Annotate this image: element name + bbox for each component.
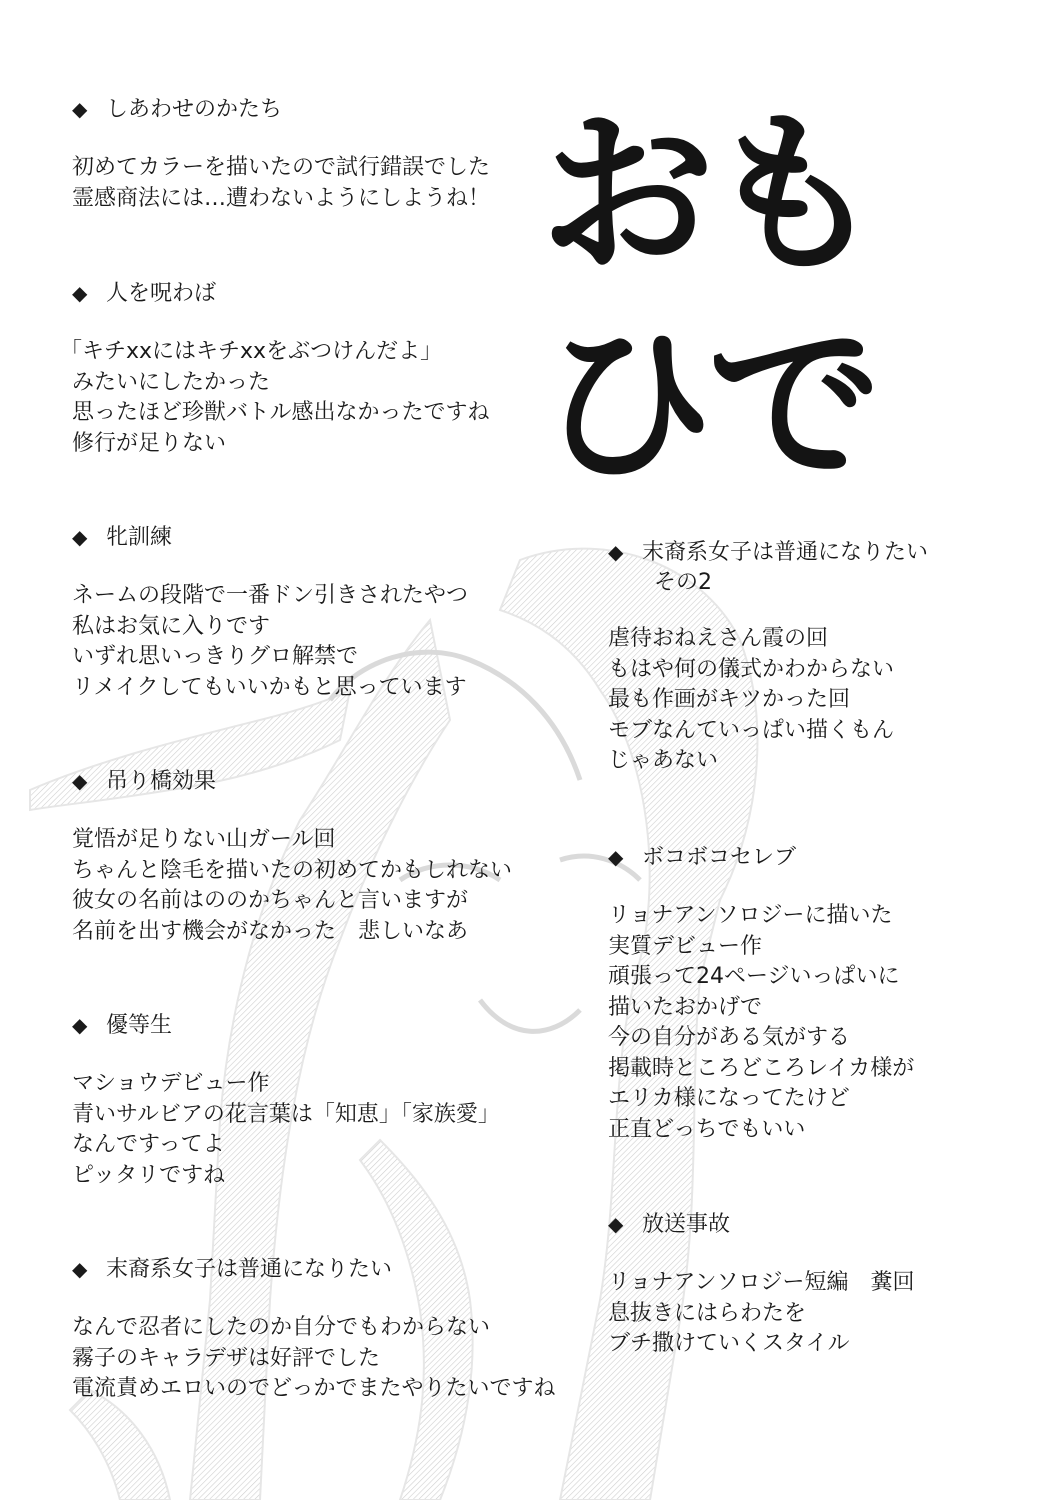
body-line: リョナアンソロジー短編 糞回 [608,1270,915,1295]
body-line: ピッタリですね [72,1162,226,1188]
body-line: なんですってよ [72,1132,225,1157]
body-line: マショウデビュー作 [72,1071,270,1096]
body-line: 彼女の名前はののかちゃんと言いますが [72,888,469,913]
section-heading: ◆ 末裔系女子は普通になりたい その2 [608,537,928,598]
section-heading: ◆ 放送事故 [608,1209,914,1240]
section-heading: ◆ 末裔系女子は普通になりたい [72,1254,556,1285]
section-heading: ◆ 人を呪わば [72,278,490,309]
body-line: 思ったほど珍獣バトル感出なかったですね [72,400,490,425]
diamond-bullet-icon: ◆ [72,1257,88,1281]
body-line: 霊感商法には…遭わないようにしようね！ [72,185,491,211]
section-shiawase [72,94,490,214]
section-heading: ◆ 優等生 [72,1010,500,1041]
diamond-bullet-icon: ◆ [72,1013,88,1037]
body-line: 掲載時ところどころレイカ様が [608,1055,915,1081]
body-line: ネームの段階で一番ドン引きされたやつ [72,583,469,608]
body-line: 虐待おねえさん霞の回 [608,626,829,651]
body-line: 最も作画がキツかった回 [608,687,851,712]
diamond-bullet-icon: ◆ [608,845,624,869]
body-line: リメイクしてもいいかもと思っています [72,674,467,700]
section-hito-wo-norowaba [60,278,490,459]
body-line: 初めてカラーを描いたので試行錯誤でした [72,155,491,180]
body-line: 青いサルビアの花言葉は「知恵」「家族愛」 [72,1101,500,1127]
body-line: 名前を出す機会がなかった 悲しいなあ [72,918,469,944]
body-line: なんで忍者にしたのか自分でもわからない [72,1315,491,1340]
diamond-bullet-icon: ◆ [72,525,88,549]
diamond-bullet-icon: ◆ [72,281,88,305]
body-line: リョナアンソロジーに描いた [608,903,893,928]
section-heading: ◆ 吊り橋効果 [72,766,512,797]
body-line: 霧子のキャラデザは好評でした [72,1345,381,1371]
title-text [540,94,927,500]
section-matsuei-1 [72,1254,556,1405]
body-line: 実質デビュー作 [608,933,763,959]
body-line: 電流責めエロいのでどっかでまたやりたいですね [72,1376,556,1401]
body-line: じゃあない [608,748,719,773]
section-heading: ◆ 牝訓練 [72,522,468,553]
diamond-bullet-icon: ◆ [72,97,88,121]
body-line: 正直どっちでもいい [608,1116,806,1142]
diamond-bullet-icon: ◆ [608,1212,624,1236]
section-heading: ◆ ボコボコセレブ [608,842,914,873]
body-line: 今の自分がある気がする [608,1025,851,1050]
body-line: いずれ思いっきりグロ解禁で [72,644,359,669]
title-line-2: ひで [540,304,874,500]
section-heading-continuation: その2 [654,570,712,595]
diamond-bullet-icon: ◆ [72,769,88,793]
body-line: ブチ撒けていくスタイル [608,1331,850,1356]
section-bokoboko [608,842,914,1145]
body-line: モブなんていっぱい描くもん [608,717,895,743]
body-line: 息抜きにはらわたを [608,1300,807,1326]
body-line: 描いたおかげで [608,994,763,1020]
section-heading: ◆ しあわせのかたち [72,94,490,125]
section-hinkunren [72,522,468,703]
section-matsuei-2 [608,537,928,777]
title-line-1: おも [540,94,874,297]
section-yuutousei [72,1010,500,1191]
body-line: 覚悟が足りない山ガール回 [72,827,336,852]
body-line: 修行が足りない [72,430,227,456]
body-line: エリカ様になってたけど [608,1086,850,1111]
body-line: もはや何の儀式かわからない [608,656,895,682]
body-line: ちゃんと陰毛を描いたの初めてかもしれない [72,857,513,883]
title-calligraphy [520,80,1000,500]
section-housou-jiko [608,1209,914,1360]
diamond-bullet-icon: ◆ [608,540,624,564]
body-line: 頑張って24ページいっぱいに [608,964,900,989]
body-line: 私はお気に入りです [72,613,271,639]
section-tsuribashi [72,766,512,947]
body-line: 「キチxxにはキチxxをぶつけんだよ」 [60,339,443,364]
body-line: みたいにしたかった [72,369,271,395]
